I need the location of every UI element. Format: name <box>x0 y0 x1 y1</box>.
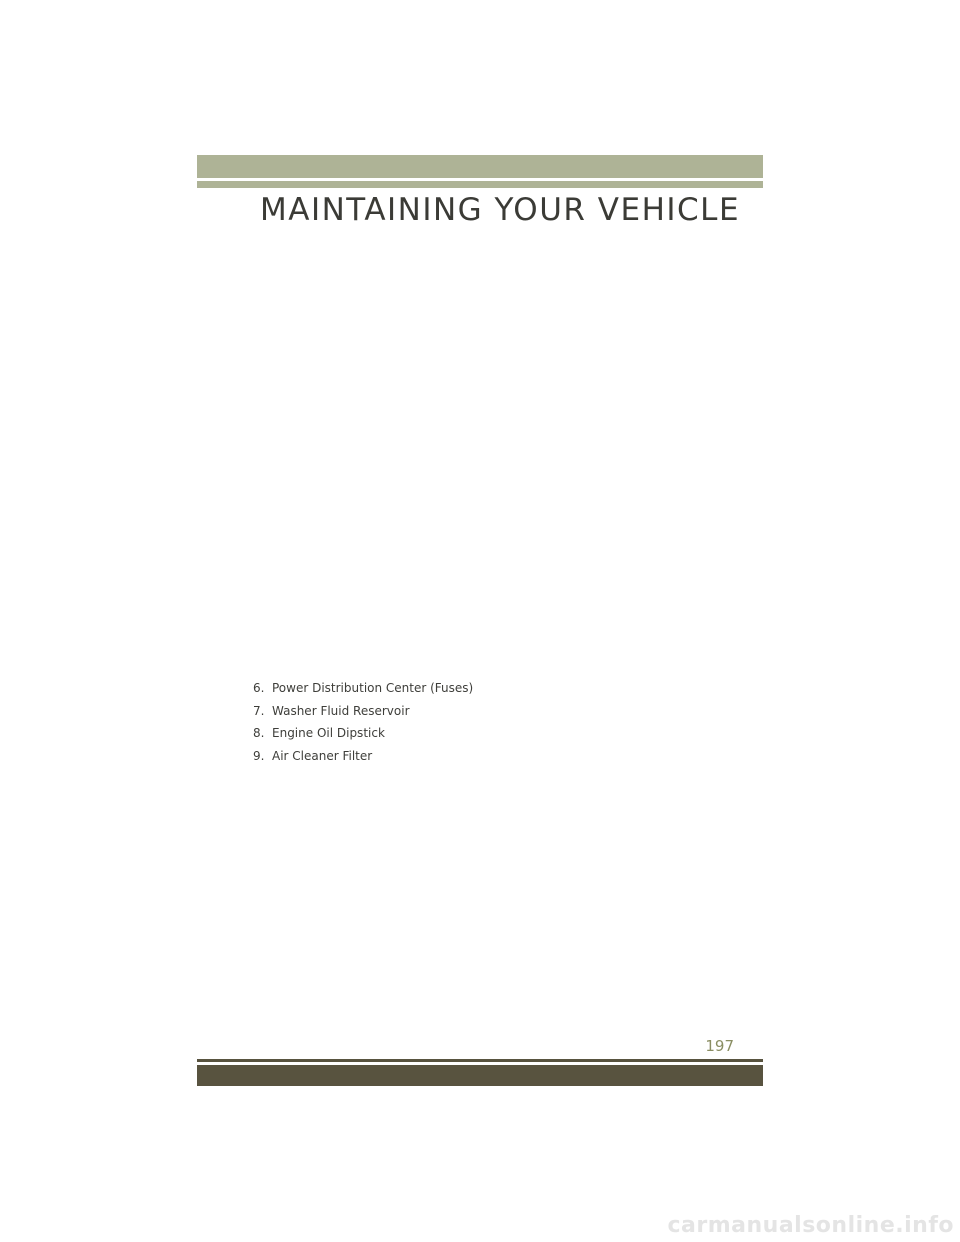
legend-item-number: 8. <box>253 726 265 741</box>
legend-item-label: Washer Fluid Reservoir <box>272 703 410 718</box>
legend-item-number: 7. <box>253 703 265 718</box>
legend-item-label: Power Distribution Center (Fuses) <box>272 681 474 695</box>
section-title: MAINTAINING YOUR VEHICLE <box>260 192 741 228</box>
legend-item <box>253 681 473 704</box>
legend-item-label: Air Cleaner Filter <box>272 748 373 763</box>
legend-list <box>253 681 473 771</box>
legend-item-number: 6. <box>253 681 265 695</box>
page-number: 197 <box>705 1037 734 1055</box>
legend-item-number: 9. <box>253 748 265 763</box>
footer-bar <box>197 1065 763 1086</box>
header-bar-underline <box>197 181 763 188</box>
legend-item <box>253 726 473 749</box>
header-bar <box>197 155 763 178</box>
footer-bar-overline <box>197 1059 763 1062</box>
legend-item <box>253 749 473 772</box>
legend-item <box>253 704 473 727</box>
legend-item-label: Engine Oil Dipstick <box>272 726 385 741</box>
watermark-link[interactable]: carmanualsonline.info <box>667 1213 954 1238</box>
